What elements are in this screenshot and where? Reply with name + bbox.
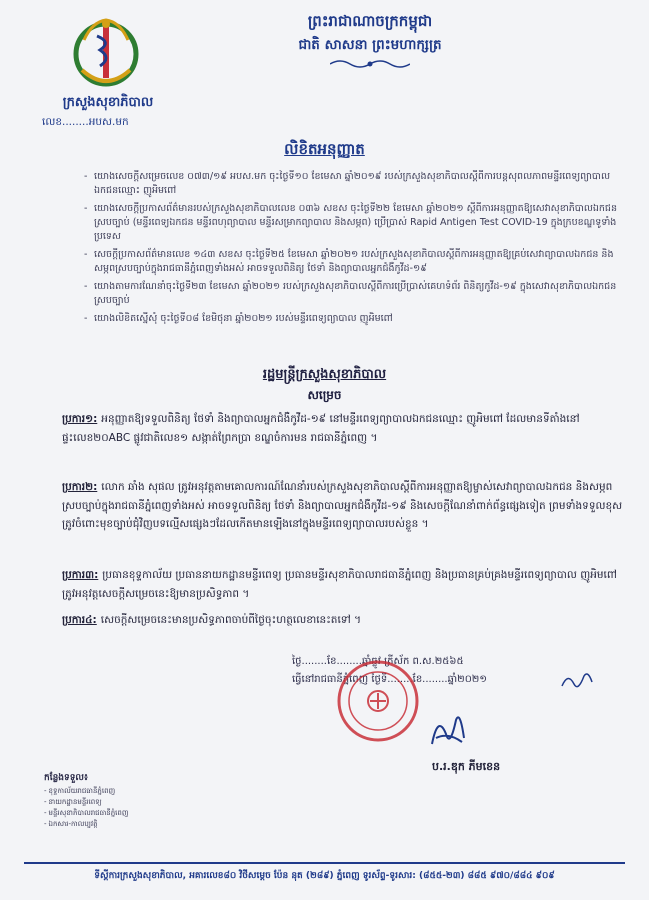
reference-item: - សេចក្តីប្រកាសព័ត៌មានលេខ ១៤៣ សខស ចុះថ្ងៃទី២៥ ខែមេសា ឆ្នាំ២០២១ របស់ក្រសួងសុខាភិបាលស្តីពីការអនុញ្ញាតឱ្យគ្រប់សេវាព្យាបាលឯកជន និងសម្ភពស្របច្បាប់ក្នុងរាជធានីភ្នំពេញទាំងអស់ អាចទទួលពិនិត្យ ថែទាំ និងព្យាបាលអ្នកជំងឺកូវីដ-១៩ (84, 248, 624, 276)
article-label: ប្រការ៣: (62, 569, 99, 581)
decision-heading: សម្រេច (307, 388, 342, 402)
article-text: លោក ឆាំង សុផល ត្រូវអនុវត្តតាមគោលការណ៍ណែនាំរបស់ក្រសួងសុខាភិបាលស្តីពីការអនុញ្ញាតឱ្យម្ចាស់សេវាព្យាបាលឯកជន និងសម្ភពស្របច្បាប់ក្នុងរាជធានីភ្នំពេញទាំងអស់ អាចទទួលពិនិត្យ ថែទាំ និងព្យាបាលអ្នកជំងឺកូវីដ-១៩ និងសេចក្តីណែនាំពាក់ព័ន្ធផ្សេងទៀត ព្រមទាំងទទួលខុសត្រូវចំពោះមុខច្បាប់ជុំវិញបទល្មើសផ្សេងៗដែលកើតមានឡើងនៅក្នុងមន្ទីរពេទ្យព្យាបាលរបស់ខ្លួន ។ (62, 481, 623, 530)
lunar-date: ថ្ងៃ........ខែ........ឆ្នាំឆ្លូវ ត្រីស័ក ព.ស.២៥៦៥ (292, 656, 464, 667)
signer-name: ប.រ.ឌុក ភីមខេន (432, 760, 501, 773)
article-4 (62, 611, 628, 630)
document-title: លិខិតអនុញ្ញាត (284, 140, 365, 158)
article-1 (62, 410, 628, 447)
initials-mark (560, 670, 594, 692)
recipient-item: - ឯកសារ-កាលប្បវត្តិ (44, 819, 129, 830)
recipient-item: - ខុទ្ទកាល័យរាជធានីភ្នំពេញ (44, 786, 129, 797)
kingdom-heading: ព្រះរាជាណាចក្រកម្ពុជា (307, 12, 433, 30)
reference-item: - យោងសេចក្តីប្រកាសព័ត៌មានរបស់ក្រសួងសុខាភិបាលលេខ ០៣៦ សខស ចុះថ្ងៃទី២២ ខែមេសា ឆ្នាំ២០២១ ស្តីពីការអនុញ្ញាតឱ្យសេវាសុខាភិបាលឯកជនស្របច្បាប់ (មន្ទីរពេទ្យឯកជន មន្ទីរពហុព្យាបាល មន្ទីរសម្រាកព្យាបាល និងសម្ភព) ប្រើប្រាស់ Rapid Antigen Test COVID-19 ក្នុងក្របខណ្ឌទូទាំងប្រទេស (84, 202, 624, 244)
signature (428, 708, 468, 752)
reference-item: - យោងសេចក្តីសម្រេចលេខ ០៧៣/១៩ អបស.មក ចុះថ្ងៃទី១០ ខែមេសា ឆ្នាំ២០១៩ របស់ក្រសួងសុខាភិបាលស្តីពីការបន្តសុពលភាពមន្ទីរពេទ្យព្យាបាលឯកជនឈ្មោះ ញូអិមពៅ (84, 170, 624, 198)
official-stamp (336, 642, 420, 760)
recipients-list (44, 786, 129, 830)
footer-address: ទីស្តីការក្រសួងសុខាភិបាល, អគារលេខ៨០ វិថីសម្តេច ប៉ែន នុត (២៨៩) ភ្នំពេញ ទូរស័ព្ទ-ទូរសារ: (៨៥៥-២៣) ៨៨៥ ៩៧០/៨៨៤ ៩០៩ (94, 871, 555, 881)
recipients-heading: កន្លែងទទួល៖ (44, 773, 88, 783)
recipient-item: - នាយកដ្ឋានមន្ទីរពេទ្យ (44, 797, 129, 808)
article-label: ប្រការ២: (62, 481, 98, 493)
article-text: សេចក្តីសម្រេចនេះមានប្រសិទ្ធភាពចាប់ពីថ្ងៃចុះហត្ថលេខានេះតទៅ ។ (100, 614, 362, 626)
reference-item: - យោងតាមការណែនាំចុះថ្ងៃទី២៣ ខែមេសា ឆ្នាំ២០២១ របស់ក្រសួងសុខាភិបាលស្តីពីការប្រើប្រាស់គេហទំព័រ ពិនិត្យកូវីដ-១៩ ក្នុងសេវាសុខាភិបាលឯកជនស្របច្បាប់ (84, 280, 624, 308)
ornament-divider (330, 58, 410, 70)
ministry-name: ក្រសួងសុខាភិបាល (62, 95, 154, 110)
national-motto: ជាតិ សាសនា ព្រះមហាក្សត្រ (298, 37, 442, 53)
article-3 (62, 566, 628, 603)
article-text: អនុញ្ញាតឱ្យទទួលពិនិត្យ ថែទាំ និងព្យាបាលអ្នកជំងឺកូវីដ-១៩ នៅមន្ទីរពេទ្យព្យាបាលឯកជនឈ្មោះ ញូអិមពៅ ដែលមានទីតាំងនៅផ្ទះលេខ២០ABC ផ្លូវជាតិលេខ១ សង្កាត់ព្រែកប្រា ខណ្ឌចំការមន រាជធានីភ្នំពេញ ។ (62, 413, 580, 444)
reference-list (84, 170, 624, 330)
article-text: ប្រធានខុទ្ទកាល័យ ប្រធាននាយកដ្ឋានមន្ទីរពេទ្យ ប្រធានមន្ទីរសុខាភិបាលរាជធានីភ្នំពេញ និងប្រធានគ្រប់គ្រងមន្ទីរពេទ្យព្យាបាល ញូអិមពៅ ត្រូវអនុវត្តសេចក្តីសម្រេចនេះឱ្យមានប្រសិទ្ធភាព ។ (62, 569, 617, 600)
article-label: ប្រការ១: (62, 413, 98, 425)
article-2 (62, 478, 628, 534)
article-label: ប្រការ៤: (62, 614, 97, 626)
footer-rule (24, 862, 625, 864)
ministry-logo (62, 12, 150, 92)
recipient-item: - មន្ទីរសុខាភិបាលរាជធានីភ្នំពេញ (44, 808, 129, 819)
document-number: លេខ........អបស.មក (42, 116, 129, 128)
reference-item: - យោងលិខិតស្នើសុំ ចុះថ្ងៃទី០៨ ខែមិថុនា ឆ្នាំ២០២១ របស់មន្ទីរពេទ្យព្យាបាល ញូអិមពៅ (84, 312, 624, 326)
gregorian-date: ធ្វើនៅរាជធានីភ្នំពេញ ថ្ងៃទី........ខែ........ឆ្នាំ២០២១ (292, 674, 487, 685)
issuing-authority: រដ្ឋមន្ត្រីក្រសួងសុខាភិបាល (262, 367, 387, 382)
